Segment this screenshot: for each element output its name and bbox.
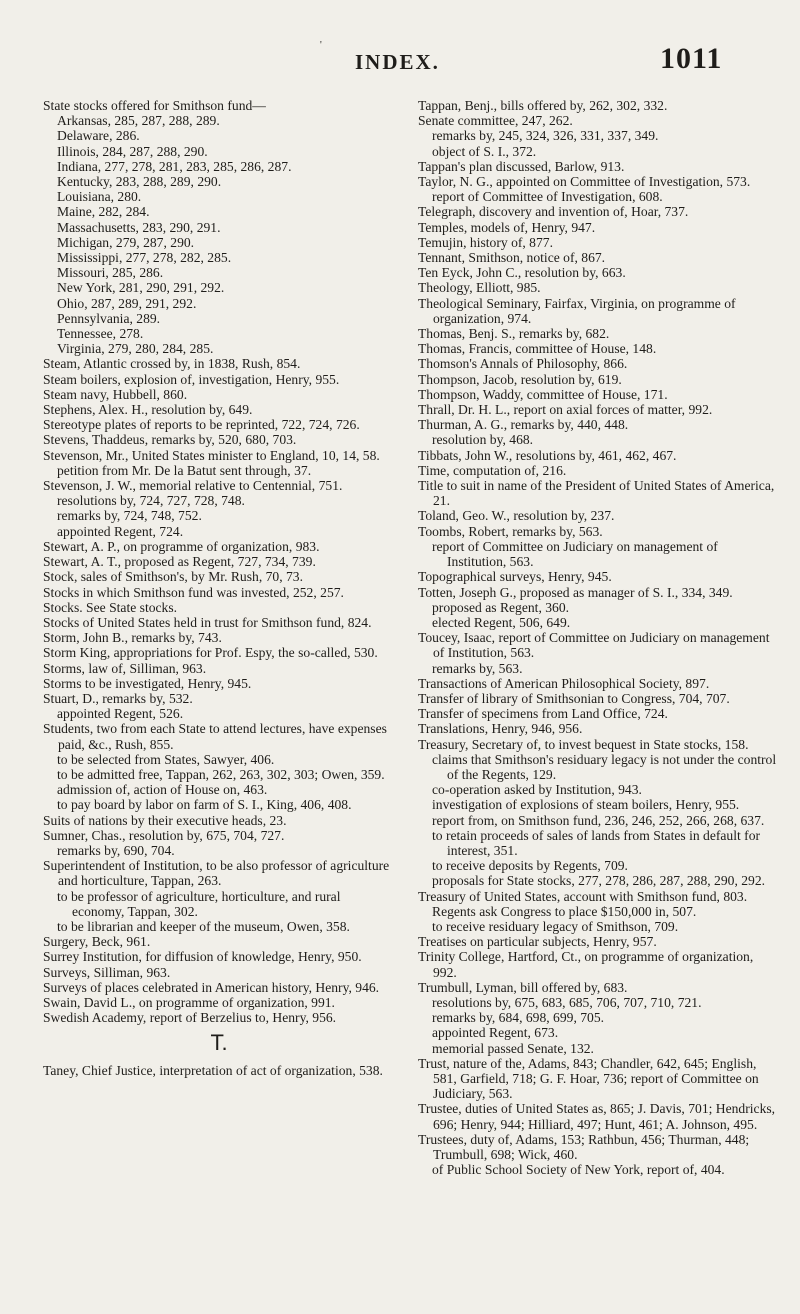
index-entry: Steam navy, Hubbell, 860. bbox=[43, 386, 188, 402]
index-entry: Tappan, Benj., bills offered by, 262, 302, 332. bbox=[418, 98, 668, 113]
index-subentry: to receive residuary legacy of Smithson, 709. bbox=[432, 918, 679, 934]
index-subentry: Louisiana, 280. bbox=[57, 189, 142, 205]
index-entry: Tibbats, John W., resolutions by, 461, 462, 467. bbox=[418, 447, 677, 463]
index-entry: Thompson, Waddy, committee of House, 171. bbox=[418, 386, 668, 402]
index-entry: Totten, Joseph G., proposed as manager of S. I., 334, 349. bbox=[418, 584, 733, 600]
index-entry: Temples, models of, Henry, 947. bbox=[418, 219, 596, 235]
index-subentry: investigation of explosions of steam boilers, Henry, 955. bbox=[432, 797, 740, 813]
index-entry: Stewart, A. P., on programme of organization, 983. bbox=[43, 538, 320, 554]
index-entry: Stewart, A. T., proposed as Regent, 727, 734, 739. bbox=[43, 554, 316, 570]
left-column bbox=[43, 98, 395, 1078]
index-entry: Senate committee, 247, 262. bbox=[418, 113, 573, 129]
index-subentry: Tennessee, 278. bbox=[57, 326, 144, 342]
index-entry: Stocks of United States held in trust for Smithson fund, 824. bbox=[43, 614, 372, 630]
header-mark: ' bbox=[320, 40, 322, 51]
index-entry: Stevenson, J. W., memorial relative to Centennial, 751. bbox=[43, 478, 343, 494]
index-entry: Transfer of library of Smithsonian to Congress, 704, 707. bbox=[418, 690, 730, 706]
index-entry: Steam boilers, explosion of, investigation, Henry, 955. bbox=[43, 371, 340, 387]
index-entry: Sumner, Chas., resolution by, 675, 704, 727. bbox=[43, 827, 285, 843]
index-entry: Suits of nations by their executive heads, 23. bbox=[43, 812, 287, 828]
index-entry: Superintendent of Institution, to be also professor of agriculture and horticulture, Tappan, 263. bbox=[43, 858, 390, 889]
index-entry: Steam, Atlantic crossed by, in 1838, Rush, 854. bbox=[43, 356, 301, 372]
index-entry: Students, two from each State to attend lectures, have expenses paid, &c., Rush, 855. bbox=[43, 721, 387, 752]
section-letter: T. bbox=[210, 1030, 228, 1056]
index-subentry: proposed as Regent, 360. bbox=[432, 599, 570, 615]
index-entry: Trumbull, Lyman, bill offered by, 683. bbox=[418, 979, 628, 995]
index-entry: Taney, Chief Justice, interpretation of act of organization, 538. bbox=[43, 1062, 383, 1078]
index-subentry: claims that Smithson's residuary legacy is not under the control of the Regents, 129. bbox=[432, 751, 777, 782]
index-subentry: Kentucky, 283, 288, 289, 290. bbox=[57, 174, 222, 190]
index-entry: Stereotype plates of reports to be reprinted, 722, 724, 726. bbox=[43, 417, 360, 433]
index-subentry: appointed Regent, 673. bbox=[432, 1025, 559, 1041]
index-entry: Toucey, Isaac, report of Committee on Judiciary on management of Institution, 563. bbox=[418, 630, 770, 661]
index-entry: Stock, sales of Smithson's, by Mr. Rush, 70, 73. bbox=[43, 569, 303, 585]
index-entry: Thomas, Francis, committee of House, 148. bbox=[418, 341, 657, 357]
index-subentry: report from, on Smithson fund, 236, 246, 252, 266, 268, 637. bbox=[432, 812, 765, 828]
index-entry: Telegraph, discovery and invention of, Hoar, 737. bbox=[418, 204, 689, 220]
index-subentry: Regents ask Congress to place $150,000 in, 507. bbox=[432, 903, 697, 919]
index-subentry: elected Regent, 506, 649. bbox=[432, 614, 571, 630]
index-subentry: resolutions by, 724, 727, 728, 748. bbox=[57, 493, 245, 509]
index-subentry: petition from Mr. De la Batut sent through, 37. bbox=[57, 462, 312, 478]
index-subentry: to be professor of agriculture, horticulture, and rural economy, Tappan, 302. bbox=[57, 888, 341, 919]
index-subentry: resolutions by, 675, 683, 685, 706, 707, 710, 721. bbox=[432, 994, 702, 1010]
index-entry: Time, computation of, 216. bbox=[418, 462, 567, 478]
index-subentry: appointed Regent, 724. bbox=[57, 523, 184, 539]
index-entry: Stevens, Thaddeus, remarks by, 520, 680, 703. bbox=[43, 432, 297, 448]
page-number: 1011 bbox=[660, 42, 723, 75]
index-subentry: Massachusetts, 283, 290, 291. bbox=[57, 219, 221, 235]
index-entry: Thompson, Jacob, resolution by, 619. bbox=[418, 371, 622, 387]
index-entry: Theological Seminary, Fairfax, Virginia, on programme of organization, 974. bbox=[418, 295, 736, 326]
index-entry: Storms to be investigated, Henry, 945. bbox=[43, 675, 252, 691]
index-entry: State stocks offered for Smithson fund— bbox=[43, 98, 266, 113]
page-title: INDEX. bbox=[355, 50, 440, 74]
index-entry: Toland, Geo. W., resolution by, 237. bbox=[418, 508, 615, 524]
index-entry: Surveys of places celebrated in American history, Henry, 946. bbox=[43, 979, 380, 995]
index-entry: Temujin, history of, 877. bbox=[418, 234, 553, 250]
index-subentry: Arkansas, 285, 287, 288, 289. bbox=[57, 113, 220, 129]
index-entry: Stevenson, Mr., United States minister to England, 10, 14, 58. bbox=[43, 447, 380, 463]
index-subentry: remarks by, 690, 704. bbox=[57, 842, 175, 858]
index-subentry: Ohio, 287, 289, 291, 292. bbox=[57, 295, 197, 311]
index-entry: Stocks. See State stocks. bbox=[43, 599, 178, 615]
index-entry: Tennant, Smithson, notice of, 867. bbox=[418, 250, 606, 266]
index-entry: Ten Eyck, John C., resolution by, 663. bbox=[418, 265, 626, 281]
index-subentry: co-operation asked by Institution, 943. bbox=[432, 782, 642, 798]
index-entry: Surgery, Beck, 961. bbox=[43, 934, 151, 950]
index-entry: Trustees, duty of, Adams, 153; Rathbun, 456; Thurman, 448; Trumbull, 698; Wick, 460. bbox=[418, 1131, 750, 1163]
index-entry: Storm King, appropriations for Prof. Espy, the so-called, 530. bbox=[43, 645, 378, 661]
index-subentry: object of S. I., 372. bbox=[432, 143, 537, 159]
index-subentry: New York, 281, 290, 291, 292. bbox=[57, 280, 225, 296]
index-entry: Taylor, N. G., appointed on Committee of Investigation, 573. bbox=[418, 174, 751, 190]
index-entry: Thomas, Benj. S., remarks by, 682. bbox=[418, 326, 610, 342]
index-subentry: remarks by, 684, 698, 699, 705. bbox=[432, 1010, 605, 1026]
index-subentry: memorial passed Senate, 132. bbox=[432, 1040, 594, 1056]
index-entry: Stephens, Alex. H., resolution by, 649. bbox=[43, 402, 253, 418]
index-subentry: report of Committee of Investigation, 608. bbox=[432, 189, 663, 205]
index-entry: Treasury of United States, account with Smithson fund, 803. bbox=[418, 888, 748, 904]
index-entry: Title to suit in name of the President of United States of America, 21. bbox=[418, 478, 775, 509]
index-subentry: to be selected from States, Sawyer, 406. bbox=[57, 751, 275, 767]
index-entry: Trinity College, Hartford, Ct., on programme of organization, 992. bbox=[418, 949, 754, 980]
index-subentry: resolution by, 468. bbox=[432, 432, 534, 448]
index-subentry: Michigan, 279, 287, 290. bbox=[57, 234, 195, 250]
index-entry: Tappan's plan discussed, Barlow, 913. bbox=[418, 158, 625, 174]
index-subentry: remarks by, 563. bbox=[432, 660, 523, 676]
index-entry: Trust, nature of the, Adams, 843; Chandler, 642, 645; English, 581, Garfield, 718; G. F. Hoar, 736; report of Committee on Judiciary, 563. bbox=[418, 1055, 759, 1102]
index-subentry: to receive deposits by Regents, 709. bbox=[432, 858, 628, 874]
index-subentry: Pennsylvania, 289. bbox=[57, 310, 161, 326]
index-entry: Treatises on particular subjects, Henry, 957. bbox=[418, 934, 657, 950]
index-entry: Thurman, A. G., remarks by, 440, 448. bbox=[418, 417, 629, 433]
index-entry: Trustee, duties of United States as, 865; J. Davis, 701; Hendricks, 696; Henry, 944; Hilliard, 497; Hunt, 461; A. Johnson, 495. bbox=[418, 1101, 776, 1132]
right-column bbox=[418, 98, 778, 1177]
index-entry: Swain, David L., on programme of organization, 991. bbox=[43, 994, 335, 1010]
index-entry: Stuart, D., remarks by, 532. bbox=[43, 690, 193, 706]
index-entry: Transactions of American Philosophical Society, 897. bbox=[418, 675, 710, 691]
index-entry: Topographical surveys, Henry, 945. bbox=[418, 569, 612, 585]
index-subentry: appointed Regent, 526. bbox=[57, 706, 184, 722]
index-subentry: Mississippi, 277, 278, 282, 285. bbox=[57, 250, 232, 266]
index-subentry: proposals for State stocks, 277, 278, 286, 287, 288, 290, 292. bbox=[432, 873, 766, 889]
index-subentry: Missouri, 285, 286. bbox=[57, 265, 164, 281]
index-subentry: report of Committee on Judiciary on management of Institution, 563. bbox=[432, 538, 718, 570]
index-entry: Storm, John B., remarks by, 743. bbox=[43, 630, 222, 646]
index-entry: Thomson's Annals of Philosophy, 866. bbox=[418, 356, 628, 372]
index-entry: Toombs, Robert, remarks by, 563. bbox=[418, 523, 603, 539]
index-subentry: to pay board by labor on farm of S. I., King, 406, 408. bbox=[57, 797, 352, 813]
index-entry: Theology, Elliott, 985. bbox=[418, 280, 541, 296]
index-subentry: to be librarian and keeper of the museum, Owen, 358. bbox=[57, 918, 350, 934]
index-entry: Treasury, Secretary of, to invest bequest in State stocks, 158. bbox=[418, 736, 749, 752]
index-subentry: remarks by, 724, 748, 752. bbox=[57, 508, 202, 524]
index-entry: Swedish Academy, report of Berzelius to, Henry, 956. bbox=[43, 1010, 337, 1026]
index-subentry: Delaware, 286. bbox=[57, 128, 140, 144]
index-entry: Surveys, Silliman, 963. bbox=[43, 964, 171, 980]
index-subentry: Virginia, 279, 280, 284, 285. bbox=[57, 341, 214, 357]
index-subentry: to be admitted free, Tappan, 262, 263, 302, 303; Owen, 359. bbox=[57, 766, 385, 782]
index-subentry: to retain proceeds of sales of lands from States in default for interest, 351. bbox=[432, 827, 761, 858]
index-entry: Transfer of specimens from Land Office, 724. bbox=[418, 706, 668, 722]
index-subentry: of Public School Society of New York, report of, 404. bbox=[432, 1162, 725, 1178]
index-subentry: remarks by, 245, 324, 326, 331, 337, 349. bbox=[432, 128, 659, 144]
index-entry: Stocks in which Smithson fund was invested, 252, 257. bbox=[43, 584, 344, 600]
index-subentry: Indiana, 277, 278, 281, 283, 285, 286, 287. bbox=[57, 158, 292, 174]
index-subentry: Illinois, 284, 287, 288, 290. bbox=[57, 143, 208, 159]
index-entry: Thrall, Dr. H. L., report on axial forces of matter, 992. bbox=[418, 402, 713, 418]
index-subentry: Maine, 282, 284. bbox=[57, 204, 150, 220]
index-entry: Storms, law of, Silliman, 963. bbox=[43, 660, 207, 676]
index-entry: Translations, Henry, 946, 956. bbox=[418, 721, 583, 737]
index-entry: Surrey Institution, for diffusion of knowledge, Henry, 950. bbox=[43, 949, 362, 965]
index-subentry: admission of, action of House on, 463. bbox=[57, 782, 268, 798]
